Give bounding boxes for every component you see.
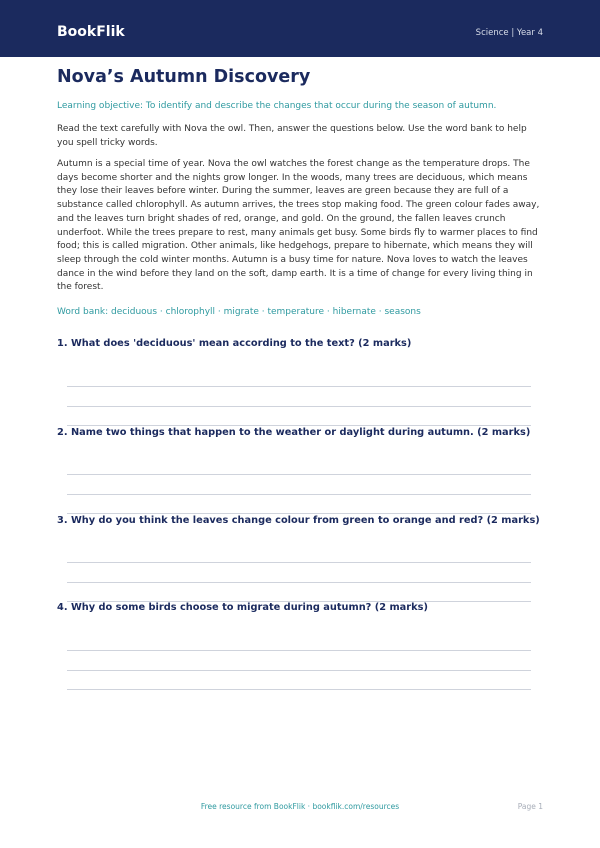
question-3: 3. Why do you think the leaves change colour from green to orange and red? (2 marks)	[57, 515, 540, 526]
learning-objective: Learning objective: To identify and describe the changes that occur during the season of autumn.	[57, 101, 497, 111]
answer-line[interactable]	[67, 494, 531, 495]
answer-line[interactable]	[67, 650, 531, 651]
answer-line[interactable]	[67, 562, 531, 563]
question-1: 1. What does 'deciduous' mean according to the text? (2 marks)	[57, 338, 412, 349]
answer-line[interactable]	[67, 386, 531, 387]
instructions-text: Read the text carefully with Nova the owl. Then, answer the questions below. Use the word bank to help you spell tricky words.	[57, 124, 527, 148]
page-number: Page 1	[517, 802, 543, 811]
word-bank: Word bank: deciduous · chlorophyll · migrate · temperature · hibernate · seasons	[57, 307, 421, 317]
footer-resource-link[interactable]: Free resource from BookFlik · bookflik.com/resources	[200, 802, 400, 811]
answer-line[interactable]	[67, 406, 531, 407]
page-header	[0, 0, 600, 57]
question-2: 2. Name two things that happen to the weather or daylight during autumn. (2 marks)	[57, 427, 531, 438]
answer-line[interactable]	[67, 670, 531, 671]
brand-logo: BookFlik	[57, 24, 125, 40]
subject-year-label: Science | Year 4	[475, 28, 543, 38]
story-text: Autumn is a special time of year. Nova the owl watches the forest change as the temperature drops. The days become shorter and the nights grow longer. In the woods, many trees are deciduous, which means they lose their leaves before winter. During the summer, leaves are green because they are full of a substance called chlorophyll. As autumn arrives, the trees stop making food. The green colour fades away, and the leaves turn bright shades of red, orange, and gold. On the ground, the fallen leaves crunch underfoot. While the trees prepare to rest, many animals get busy. Some birds fly to warmer places to find food; this is called migration. Other animals, like hedgehogs, prepare to hibernate, which means they will sleep through the cold winter months. Autumn is a busy time for nature. Nova loves to watch the leaves dance in the wind before they land on the soft, damp earth. It is a time of change for every living thing in the forest.	[57, 159, 540, 293]
answer-line[interactable]	[67, 689, 531, 690]
question-4: 4. Why do some birds choose to migrate during autumn? (2 marks)	[57, 602, 428, 613]
answer-line[interactable]	[67, 582, 531, 583]
answer-line[interactable]	[67, 474, 531, 475]
worksheet-title: Nova’s Autumn Discovery	[57, 67, 311, 87]
